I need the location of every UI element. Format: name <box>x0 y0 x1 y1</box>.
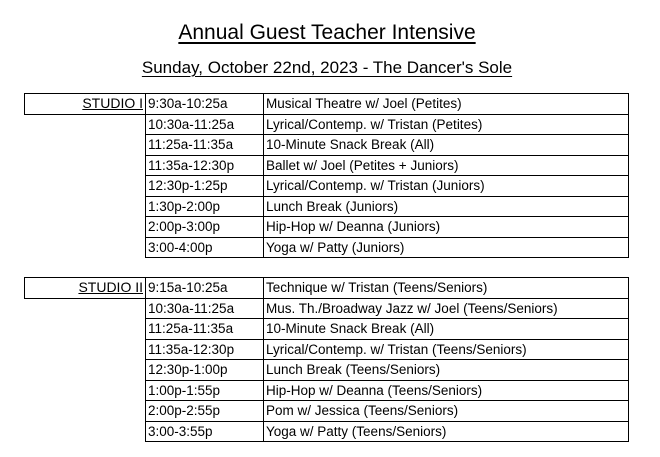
empty-cell <box>25 298 146 319</box>
table-row <box>25 94 629 115</box>
class-cell: Ballet w/ Joel (Petites + Juniors) <box>264 155 629 176</box>
class-cell: Lunch Break (Juniors) <box>264 196 629 217</box>
table-row <box>25 298 629 319</box>
time-cell: 1:30p-2:00p <box>146 196 264 217</box>
time-cell: 11:35a-12:30p <box>146 339 264 360</box>
class-cell: 10-Minute Snack Break (All) <box>264 319 629 340</box>
table-row <box>25 196 629 217</box>
empty-cell <box>25 421 146 442</box>
class-cell: Hip-Hop w/ Deanna (Teens/Seniors) <box>264 380 629 401</box>
time-cell: 3:00-4:00p <box>146 237 264 258</box>
table-row <box>25 114 629 135</box>
empty-cell <box>25 380 146 401</box>
time-cell: 10:30a-11:25a <box>146 114 264 135</box>
empty-cell <box>25 237 146 258</box>
class-cell: Yoga w/ Patty (Teens/Seniors) <box>264 421 629 442</box>
table-row <box>25 360 629 381</box>
table-row <box>25 278 629 299</box>
time-cell: 12:30p-1:00p <box>146 360 264 381</box>
studio-label: STUDIO II <box>25 278 146 299</box>
empty-cell <box>25 339 146 360</box>
empty-cell <box>25 401 146 422</box>
class-cell: Technique w/ Tristan (Teens/Seniors) <box>264 278 629 299</box>
empty-cell <box>25 155 146 176</box>
class-cell: Musical Theatre w/ Joel (Petites) <box>264 94 629 115</box>
table-row <box>25 421 629 442</box>
class-cell: Mus. Th./Broadway Jazz w/ Joel (Teens/Seniors) <box>264 298 629 319</box>
time-cell: 12:30p-1:25p <box>146 176 264 197</box>
studio-1-schedule-table <box>24 93 629 258</box>
time-cell: 11:25a-11:35a <box>146 319 264 340</box>
empty-cell <box>25 196 146 217</box>
time-cell: 11:25a-11:35a <box>146 135 264 156</box>
time-cell: 3:00-3:55p <box>146 421 264 442</box>
class-cell: Lyrical/Contemp. w/ Tristan (Juniors) <box>264 176 629 197</box>
time-cell: 9:30a-10:25a <box>146 94 264 115</box>
class-cell: Hip-Hop w/ Deanna (Juniors) <box>264 217 629 238</box>
table-row <box>25 401 629 422</box>
empty-cell <box>25 360 146 381</box>
empty-cell <box>25 135 146 156</box>
table-row <box>25 380 629 401</box>
time-cell: 2:00p-3:00p <box>146 217 264 238</box>
class-cell: Lyrical/Contemp. w/ Tristan (Petites) <box>264 114 629 135</box>
table-row <box>25 339 629 360</box>
empty-cell <box>25 217 146 238</box>
table-row <box>25 319 629 340</box>
class-cell: 10-Minute Snack Break (All) <box>264 135 629 156</box>
time-cell: 9:15a-10:25a <box>146 278 264 299</box>
time-cell: 10:30a-11:25a <box>146 298 264 319</box>
class-cell: Lunch Break (Teens/Seniors) <box>264 360 629 381</box>
empty-cell <box>25 114 146 135</box>
class-cell: Lyrical/Contemp. w/ Tristan (Teens/Seniors) <box>264 339 629 360</box>
class-cell: Pom w/ Jessica (Teens/Seniors) <box>264 401 629 422</box>
studio-2-schedule-table <box>24 277 629 442</box>
page-title: Annual Guest Teacher Intensive <box>178 21 476 44</box>
empty-cell <box>25 176 146 197</box>
table-row <box>25 155 629 176</box>
time-cell: 2:00p-2:55p <box>146 401 264 422</box>
time-cell: 1:00p-1:55p <box>146 380 264 401</box>
table-row <box>25 176 629 197</box>
page-subtitle: Sunday, October 22nd, 2023 - The Dancer's Sole <box>141 58 513 77</box>
table-row <box>25 135 629 156</box>
empty-cell <box>25 319 146 340</box>
time-cell: 11:35a-12:30p <box>146 155 264 176</box>
class-cell: Yoga w/ Patty (Juniors) <box>264 237 629 258</box>
table-row <box>25 237 629 258</box>
table-row <box>25 217 629 238</box>
studio-label: STUDIO I <box>25 94 146 115</box>
